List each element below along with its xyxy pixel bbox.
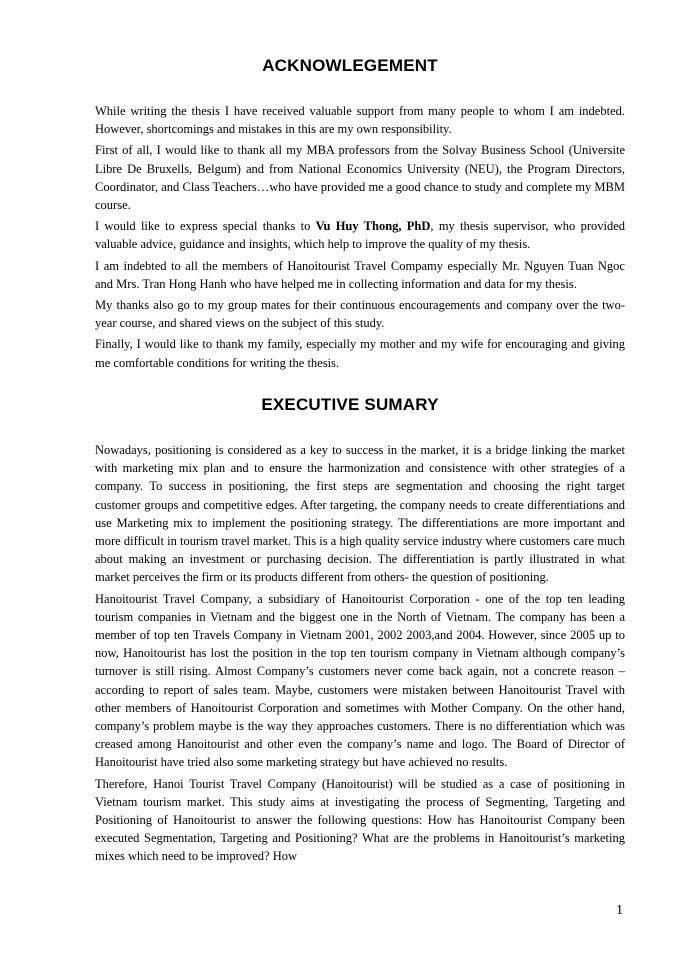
ack-paragraph-6: Finally, I would like to thank my family, especially my mother and my wife for encouraging and giving me comfortable conditions for writing the thesis. xyxy=(95,337,625,370)
acknowledgement-section xyxy=(95,102,625,375)
ack-p3-before: I would like to express special thanks to xyxy=(95,219,316,234)
acknowledgement-title: ACKNOWLEGEMENT xyxy=(262,56,438,75)
ack-paragraph-1: While writing the thesis I have received valuable support from many people to whom I am indebted. However, shortcomings and mistakes in this are my own responsibility. xyxy=(95,104,625,137)
exec-paragraph-3: Therefore, Hanoi Tourist Travel Company (Hanoitourist) will be studied as a case of positioning in Vietnam tourism market. This study aims at investigating the process of Segmenting, Targeting and Positioning of Hanoitourist to answer the following questions: How has Hanoitourist Company been executed Segmentation, Targeting and Positioning? What are the problems in Hanoitourist’s marketing mixes which need to be improved? How xyxy=(95,776,625,864)
ack-paragraph-4: I am indebted to all the members of Hanoitourist Travel Compamy especially Mr. Nguyen Tuan Ngoc and Mrs. Tran Hong Hanh who have helped me in collecting information and data for my thesis. xyxy=(95,258,625,291)
ack-p3-after: , my thesis supervisor, who provided valuable advice, guidance and insights, which help to improve the quality of my thesis. xyxy=(95,219,626,252)
executive-summary-section xyxy=(95,441,625,869)
exec-paragraph-1: Nowadays, positioning is considered as a key to success in the market, it is a bridge linking the market with marketing mix plan and to ensure the harmonization and consistence with other strategies of a company. To success in positioning, the first steps are segmentation and choosing the right target customer groups and competitive edges. After targeting, the company needs to create differentiations and use Marketing mix to implement the positioning strategy. The differentiations are more important and more difficult in tourism travel market. This is a high quality service industry where customers care much about making an investment or purchasing decision. The differentiation is partly illustrated in what market perceives the firm or its products different from others- the question of positioning. xyxy=(95,443,625,585)
ack-paragraph-3 xyxy=(95,217,625,253)
ack-paragraph-2: First of all, I would like to thank all my MBA professors from the Solvay Business School (Universite Libre De Bruxells, Belgum) and from National Economics University (NEU), the Program Directors, Coordinator, and Class Teachers…who have provided me a good chance to study and complete my MBM course. xyxy=(95,143,625,213)
supervisor-name: Vu Huy Thong, PhD xyxy=(315,219,431,234)
ack-paragraph-5: My thanks also go to my group mates for their continuous encouragements and company over the two- year course, and shared views on the subject of this study. xyxy=(95,298,625,331)
page-number: 1 xyxy=(616,903,623,918)
exec-paragraph-2: Hanoitourist Travel Company, a subsidiary of Hanoitourist Corporation - one of the top ten leading tourism companies in Vietnam and the biggest one in the North of Vietnam. The company has been a member of top ten Travels Company in Vietnam 2001, 2002 2003,and 2004. However, since 2005 up to now, Hanoitourist has lost the position in the top ten tourism company in Vietnam although company’s turnover is still rising. Almost Company’s customers never come back again, not a concrete reason – according to report of sales team. Maybe, customers were mistaken between Hanoitourist Travel with other members of Hanoitourist Corporation and sometimes with Mother Company. On the other hand, company’s problem maybe is the way they approaches customers. There is no differentiation which was creased among Hanoitourist and other even the company’s name and logo. The Board of Director of Hanoitourist have tried also some marketing strategy but have achieved no results. xyxy=(95,591,625,770)
executive-summary-title: EXECUTIVE SUMARY xyxy=(261,395,439,414)
